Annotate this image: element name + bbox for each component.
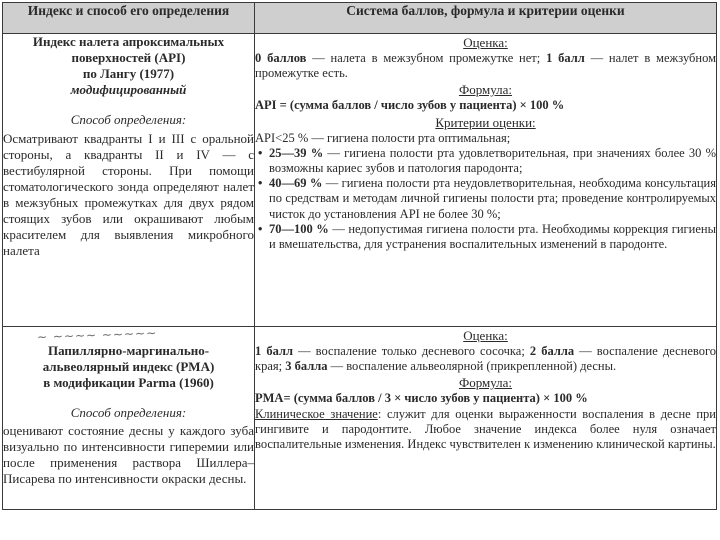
pma-score-text: 1 балл — воспаление только десневого сосочка; 2 балла — воспаление десневого края; 3 балла — воспаление альвеолярной (прикрепленной) десны. xyxy=(255,344,717,374)
header-col-scoring: Система баллов, формула и критерии оценки xyxy=(255,3,717,34)
api-method-text: Осматривают квадранты I и III с оральной стороны, а квадранты II и IV — с вестибулярной стороны. При помощи стоматологического зонда определяют налет в межзубных промежутках для двух рядом стоящих зубов или окрашивают любым красителем для выявления микробного налета xyxy=(3,130,254,258)
table-row-api xyxy=(3,34,717,327)
api-scoring-cell xyxy=(255,34,717,327)
pma-method-text: оценивают состояние десны у каждого зуба визуально по интенсивности гиперемии или после применения раствора Шиллера–Писарева по интенсивности окраски десны. xyxy=(3,423,254,486)
api-criteria-intro: API<25 % — гигиена полости рта оптимальная; xyxy=(255,130,511,145)
api-criteria-list xyxy=(255,146,716,252)
header-col-index: Индекс и способ его определения xyxy=(3,3,255,34)
api-index-cell xyxy=(3,34,255,327)
list-item: • 70—100 % — недопустимая гигиена полости рта. Необходимы коррекция гигиены и вмешательства, для устранения воспалительных изменений в пародонте. xyxy=(269,222,716,252)
api-method-label: Способ определения: xyxy=(70,112,187,127)
api-formula: API = (сумма баллов / число зубов у пациента) × 100 % xyxy=(255,98,565,113)
api-formula-label: Формула: xyxy=(458,82,513,98)
index-table xyxy=(2,2,717,510)
pma-formula: PMA= (сумма баллов / 3 × число зубов у пациента) × 100 % xyxy=(255,391,588,406)
handwritten-signature: ~ ~~~~ ~~~~~ xyxy=(36,325,158,345)
api-score-text: 0 баллов — налета в межзубном промежутке нет; 1 балл — налет в межзубном промежутке есть. xyxy=(255,51,717,81)
pma-index-cell xyxy=(3,327,255,510)
pma-clinical-text: Клиническое значение: служит для оценки выраженности воспаления в десне при гингивите и пародонтите. Любое значение индекса более нуля означает воспалительные изменения. Индекс чувствителен к изменению клинической картины. xyxy=(255,406,716,452)
api-title: Индекс налета апроксимальных поверхностей (API) по Лангу (1977) модифицированный xyxy=(32,34,225,97)
pma-scoring-cell xyxy=(255,327,717,510)
pma-score-label: Оценка: xyxy=(463,328,508,343)
table-row-pma xyxy=(3,327,717,510)
pma-title: Папиллярно-маргинально- альвеолярный индекс (PMA) в модификации Parma (1960) xyxy=(42,342,215,390)
pma-method-label: Способ определения: xyxy=(70,404,187,420)
list-item: • 40—69 % — гигиена полости рта неудовлетворительная, необходима консультация по средствам и методам личной гигиены полости рта; проведение контролируемых чисток до установления API не более 30 %; xyxy=(269,176,716,222)
pma-formula-label: Формула: xyxy=(458,375,513,391)
list-item: • 25—39 % — гигиена полости рта удовлетворительная, при значениях более 30 % возможны кариес зубов и патология пародонта; xyxy=(269,146,716,176)
api-criteria-label: Критерии оценки: xyxy=(435,114,536,130)
api-score-label: Оценка: xyxy=(463,35,508,50)
